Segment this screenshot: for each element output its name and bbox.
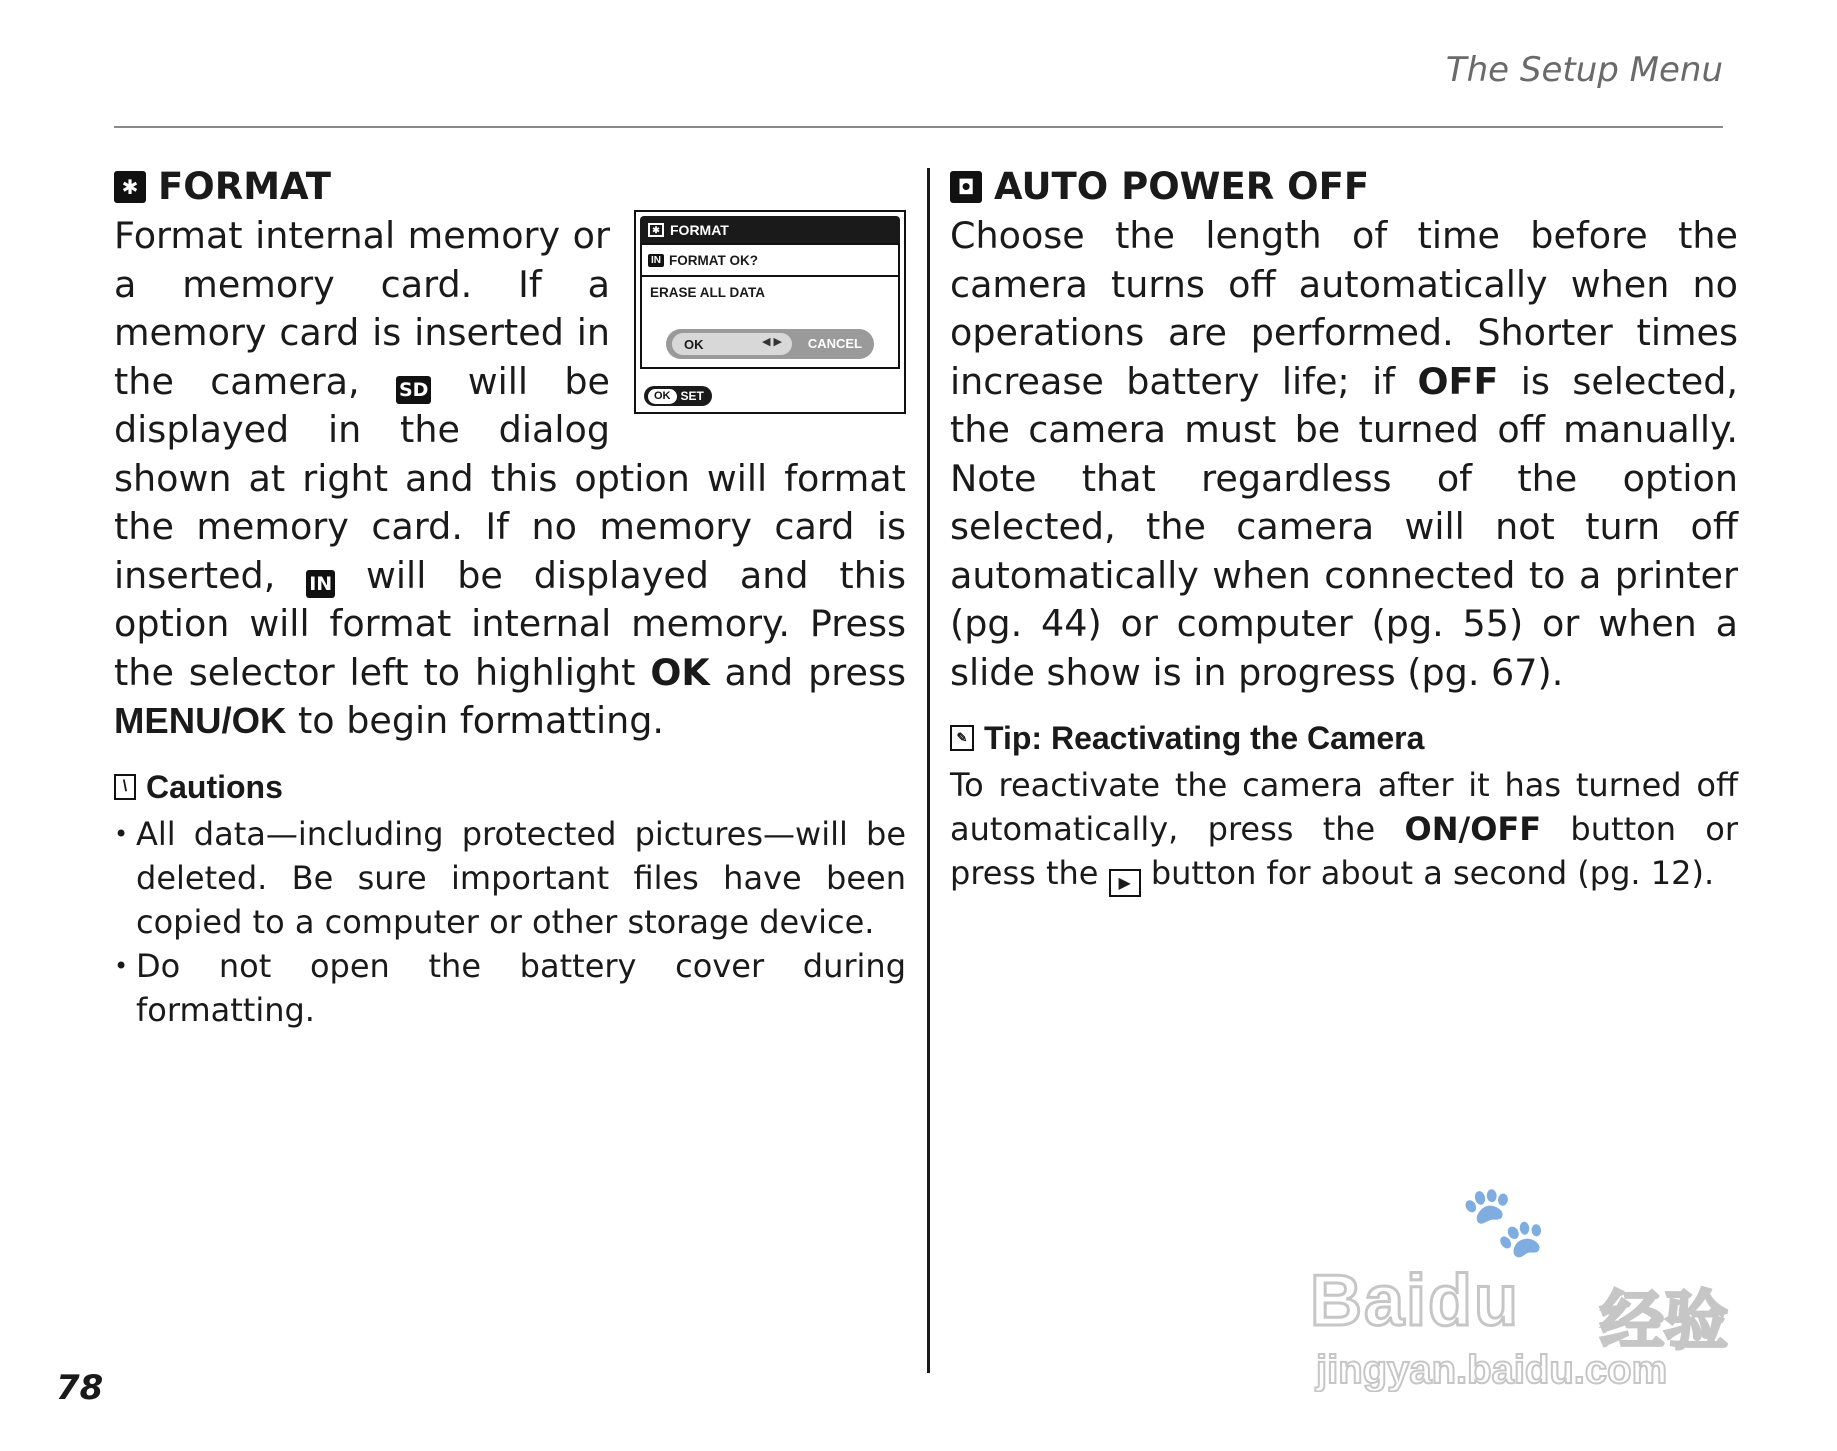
auto-power-off-description [950, 212, 1738, 697]
column-divider [927, 168, 930, 1373]
dialog-subtitle-row [642, 245, 898, 277]
menu-ok-label: MENU/OK [114, 700, 287, 741]
list-item: • Do not open the battery cover during formatting. [114, 944, 906, 1032]
dialog-footer [644, 386, 712, 406]
internal-memory-icon: IN [306, 570, 335, 598]
apo-text-1: Choose the length of time before the camera turns off automatically when no operations are performed. Shorter times increase battery life; if [950, 214, 1738, 403]
tip-text-2: button or press the [950, 810, 1738, 892]
format-heading-text: FORMAT [158, 165, 332, 208]
dialog-title: FORMAT [670, 221, 729, 238]
format-dialog-screenshot [634, 210, 906, 414]
cautions-heading [114, 768, 906, 806]
dialog-message: ERASE ALL DATA [650, 285, 766, 300]
format-text-5: to begin formatting. [286, 699, 665, 742]
cautions-heading-text: Cautions [146, 768, 283, 805]
format-text-3: will be displayed and this option will format internal memory. Press the selector left to highlight [114, 553, 906, 694]
ok-button-icon: OK [648, 389, 677, 404]
playback-button-icon: ▶ [1109, 869, 1141, 897]
format-text-2: will be displayed in the dialog shown at right and this option will format the memory card. If no memory card is inserted, [114, 359, 906, 597]
baidu-watermark [1310, 1180, 1750, 1410]
on-off-label: ON/OFF [1404, 810, 1542, 848]
dialog-body [640, 243, 900, 369]
apo-text-2: is selected, the camera must be turned off manually. Note that regardless of the option selected, the camera will not turn off automatically when connected to a printer (pg. 44) or computer (pg. 55) or when a slide show is in progress (pg. 67). [950, 359, 1738, 694]
page-number: 78 [56, 1368, 104, 1408]
tip-text-1: To reactivate the camera after it has turned off automatically, press the [950, 766, 1738, 848]
header-divider [114, 126, 1723, 128]
format-text-4: and press [709, 650, 906, 694]
auto-power-off-heading-text: AUTO POWER OFF [994, 165, 1370, 208]
auto-power-off-icon: ◘ [950, 171, 982, 203]
auto-power-off-heading [950, 166, 1738, 208]
dialog-button-bar [666, 329, 874, 359]
watermark-url: jingyan.baidu.com [1316, 1348, 1668, 1392]
dialog-titlebar [640, 216, 900, 243]
page-header-title: The Setup Menu [1445, 50, 1723, 90]
paw-icon: 🐾 [1460, 1180, 1548, 1262]
list-item: • All data—including protected pictures—will be deleted. Be sure important files have been copied to a computer or other storage device. [114, 812, 906, 944]
tip-icon: ✎ [950, 725, 974, 751]
format-icon: ✱ [114, 171, 146, 203]
dialog-footer-label: SET [680, 389, 704, 403]
format-heading [114, 166, 906, 208]
watermark-main: Baidu [1310, 1261, 1521, 1341]
tip-text [950, 763, 1738, 897]
format-icon: ✱ [648, 223, 664, 237]
dialog-cancel-button[interactable]: CANCEL [807, 336, 862, 351]
format-section [114, 166, 906, 1032]
tip-heading [950, 719, 1738, 757]
sd-card-icon: SD [396, 376, 431, 404]
off-label: OFF [1417, 359, 1499, 403]
auto-power-off-section [950, 166, 1738, 897]
tip-heading-text: Tip: Reactivating the Camera [984, 720, 1425, 756]
format-text-1: Format internal memory or a memory card. If a memory card is inserted in the camera, [114, 214, 610, 403]
dialog-ok-button[interactable]: OK [672, 333, 792, 355]
cautions-list [114, 812, 906, 1032]
watermark-chinese: 经验 [1600, 1285, 1728, 1359]
tip-text-3: button for about a second (pg. 12). [1140, 854, 1715, 892]
dialog-subtitle: FORMAT OK? [669, 252, 758, 268]
ok-label: OK [650, 650, 710, 694]
internal-memory-icon: IN [648, 254, 664, 267]
caution-icon: \ [114, 774, 136, 800]
left-right-arrows-icon: ◀ ▶ [762, 336, 782, 348]
